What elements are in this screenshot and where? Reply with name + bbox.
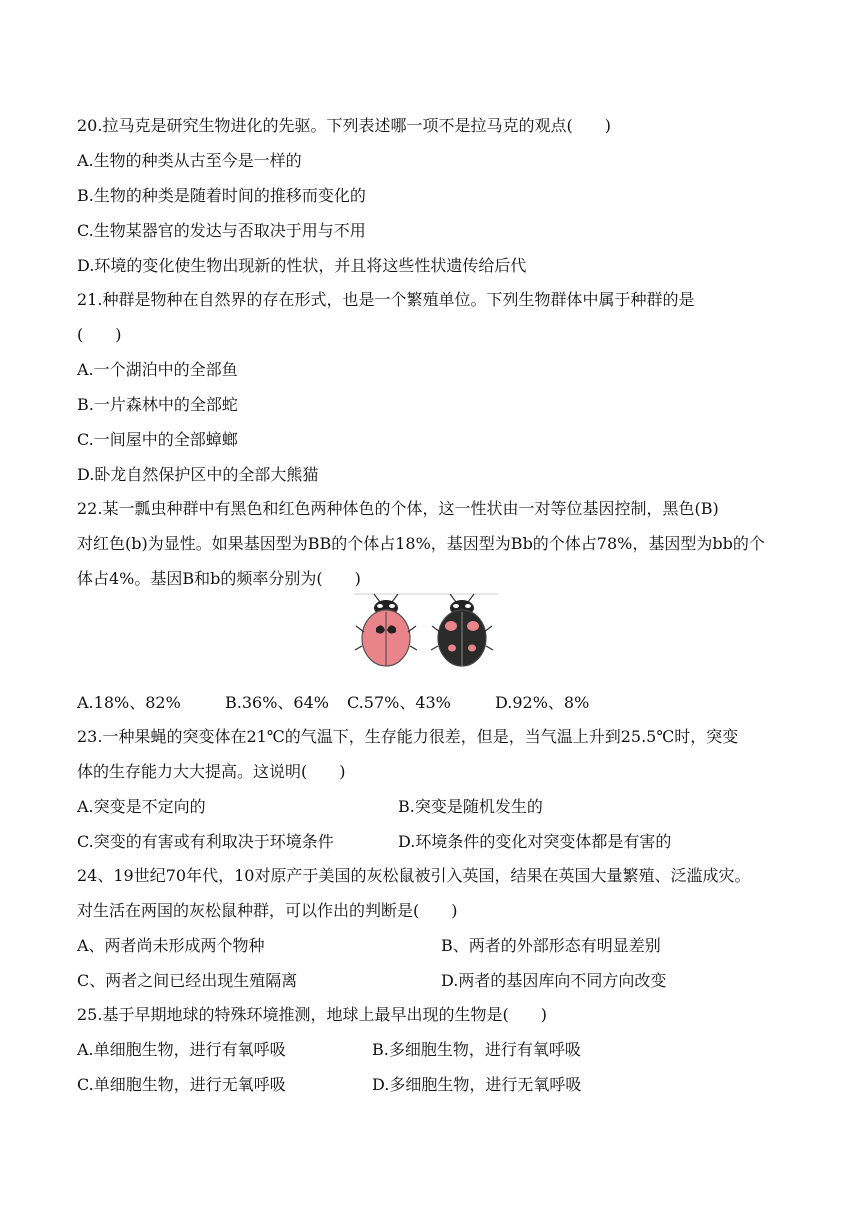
- q24-option-d: D.两者的基因库向不同方向改变: [441, 971, 667, 990]
- q25-option-a: A.单细胞生物，进行有氧呼吸: [77, 1040, 286, 1059]
- q21-option-b: B.一片森林中的全部蛇: [77, 395, 238, 414]
- q24-option-c: C、两者之间已经出现生殖隔离: [77, 971, 298, 990]
- q22-option-a: A.18%、82%: [77, 693, 181, 712]
- ladybug-figure: [352, 592, 500, 672]
- q23-stem-line2: 体的生存能力大大提高。这说明( ): [77, 762, 346, 781]
- q22-option-b: B.36%、64%: [225, 693, 329, 712]
- q20-stem: 20.拉马克是研究生物进化的先驱。下列表述哪一项不是拉马克的观点( ): [77, 116, 611, 135]
- q24-stem-line2: 对生活在两国的灰松鼠种群，可以作出的判断是( ): [77, 901, 458, 920]
- q22-stem-line3: 体占4%。基因B和b的频率分别为( ): [77, 569, 361, 588]
- black-ladybug-icon: [431, 594, 493, 666]
- q22-stem-line2: 对红色(b)为显性。如果基因型为BB的个体占18%，基因型为Bb的个体占78%，基因型为bb的个: [77, 534, 765, 553]
- q23-option-c: C.突变的有害或有利取决于环境条件: [77, 832, 334, 851]
- red-ladybug-icon: [355, 594, 417, 666]
- q24-stem-line1: 24、19世纪70年代，10对原产于美国的灰松鼠被引入英国，结果在英国大量繁殖、泛滥成灾。: [77, 866, 751, 885]
- q23-option-b: B.突变是随机发生的: [398, 797, 543, 816]
- q23-option-d: D.环境条件的变化对突变体都是有害的: [398, 832, 672, 851]
- q24-option-b: B、两者的外部形态有明显差别: [441, 936, 661, 955]
- q20-option-a: A.生物的种类从古至今是一样的: [77, 151, 302, 170]
- q21-option-d: D.卧龙自然保护区中的全部大熊猫: [77, 465, 319, 484]
- q23-option-a: A.突变是不定向的: [77, 797, 206, 816]
- q21-stem-line2: ( ): [77, 325, 122, 344]
- q25-option-b: B.多细胞生物，进行有氧呼吸: [372, 1040, 581, 1059]
- q25-option-c: C.单细胞生物，进行无氧呼吸: [77, 1075, 286, 1094]
- q21-stem-line1: 21.种群是物种在自然界的存在形式，也是一个繁殖单位。下列生物群体中属于种群的是: [77, 290, 695, 309]
- q20-option-b: B.生物的种类是随着时间的推移而变化的: [77, 186, 366, 205]
- q21-option-a: A.一个湖泊中的全部鱼: [77, 360, 238, 379]
- q20-option-c: C.生物某器官的发达与否取决于用与不用: [77, 221, 366, 240]
- q23-stem-line1: 23.一种果蝇的突变体在21℃的气温下，生存能力很差，但是，当气温上升到25.5℃时，突变: [77, 727, 739, 746]
- q21-option-c: C.一间屋中的全部蟑螂: [77, 430, 238, 449]
- q22-option-d: D.92%、8%: [495, 693, 590, 712]
- q25-option-d: D.多细胞生物，进行无氧呼吸: [372, 1075, 582, 1094]
- q24-option-a: A、两者尚未形成两个物种: [77, 936, 265, 955]
- q22-option-c: C.57%、43%: [347, 693, 451, 712]
- q20-option-d: D.环境的变化使生物出现新的性状，并且将这些性状遗传给后代: [77, 256, 527, 275]
- q25-stem: 25.基于早期地球的特殊环境推测，地球上最早出现的生物是( ): [77, 1005, 547, 1024]
- q22-stem-line1: 22.某一瓢虫种群中有黑色和红色两种体色的个体，这一性状由一对等位基因控制，黑色(B): [77, 499, 719, 518]
